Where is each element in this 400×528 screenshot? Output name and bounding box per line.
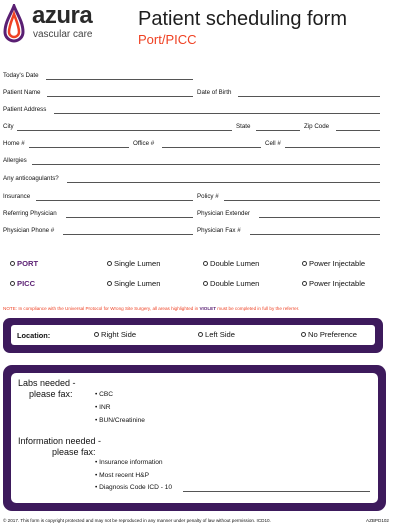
- dob-label: Date of Birth: [197, 89, 232, 96]
- page-title: Patient scheduling form: [138, 8, 348, 30]
- office-phone-label: Office #: [133, 140, 155, 147]
- insurance-field[interactable]: [36, 200, 193, 201]
- location-left-label: Left Side: [205, 330, 235, 339]
- port-double-lumen-label: Double Lumen: [210, 259, 260, 268]
- copyright-footer: © 2017. This form is copyright protected and may not be reproduced in any manner under penalty of law without permission. ICD10.: [3, 518, 271, 523]
- note-suffix: must be completed in full by the referrer.: [216, 306, 300, 311]
- info-title: Information needed -: [18, 436, 102, 446]
- labs-title: Labs needed -: [18, 378, 76, 388]
- policy-field[interactable]: [224, 200, 380, 201]
- picc-power-injectable-radio[interactable]: [302, 281, 307, 286]
- picc-double-lumen-label: Double Lumen: [210, 279, 260, 288]
- lab-item-cbc: • CBC: [95, 391, 114, 398]
- labs-fax: please fax:: [29, 389, 73, 399]
- insurance-label: Insurance: [3, 193, 31, 200]
- compliance-note: [3, 306, 399, 311]
- location-left-radio[interactable]: [198, 332, 203, 337]
- city-field[interactable]: [17, 130, 232, 131]
- city-label: City: [3, 123, 14, 130]
- picc-label: PICC: [17, 279, 36, 288]
- physician-fax-label: Physician Fax #: [197, 227, 241, 234]
- lab-item-bun: • BUN/Creatinine: [95, 417, 145, 424]
- picc-power-injectable-label: Power Injectable: [309, 279, 366, 288]
- physician-phone-field[interactable]: [63, 234, 193, 235]
- logo-wordmark: azura: [32, 2, 93, 29]
- todays-date-label: Today's Date: [3, 72, 39, 79]
- picc-single-lumen-option[interactable]: [107, 279, 160, 288]
- zip-label: Zip Code: [304, 123, 330, 130]
- port-radio[interactable]: [10, 261, 15, 266]
- physician-extender-field[interactable]: [259, 217, 380, 218]
- cell-phone-label: Cell #: [265, 140, 281, 147]
- patient-address-label: Patient Address: [3, 106, 47, 113]
- port-power-injectable-radio[interactable]: [302, 261, 307, 266]
- port-power-injectable-label: Power Injectable: [309, 259, 366, 268]
- location-none-radio[interactable]: [301, 332, 306, 337]
- port-label: PORT: [17, 259, 39, 268]
- cell-phone-field[interactable]: [285, 147, 380, 148]
- referring-physician-label: Referring Physician: [3, 210, 57, 217]
- patient-name-label: Patient Name: [3, 89, 41, 96]
- port-single-lumen-radio[interactable]: [107, 261, 112, 266]
- form-code: AZBPD102: [366, 518, 389, 523]
- info-item-insurance: • Insurance information: [95, 459, 163, 466]
- physician-extender-label: Physician Extender: [197, 210, 250, 217]
- referring-physician-field[interactable]: [66, 217, 193, 218]
- page-subtitle: Port/PICC: [138, 32, 197, 47]
- info-item-hp: • Most recent H&P: [95, 472, 149, 479]
- location-left-option[interactable]: [198, 330, 235, 339]
- location-right-label: Right Side: [101, 330, 137, 339]
- dob-field[interactable]: [238, 96, 380, 97]
- patient-address-field[interactable]: [54, 113, 380, 114]
- note-violet-word: VIOLET: [199, 306, 217, 311]
- azura-logo-icon: [3, 4, 25, 50]
- picc-single-lumen-label: Single Lumen: [114, 279, 161, 288]
- allergies-field[interactable]: [32, 164, 380, 165]
- lab-item-inr: • INR: [95, 404, 111, 411]
- picc-option[interactable]: [10, 279, 35, 288]
- port-double-lumen-radio[interactable]: [203, 261, 208, 266]
- logo-tagline: vascular care: [33, 29, 93, 40]
- location-right-option[interactable]: [94, 330, 136, 339]
- picc-double-lumen-option[interactable]: [203, 279, 259, 288]
- location-label: Location:: [17, 331, 51, 340]
- port-single-lumen-label: Single Lumen: [114, 259, 161, 268]
- location-right-radio[interactable]: [94, 332, 99, 337]
- picc-single-lumen-radio[interactable]: [107, 281, 112, 286]
- office-phone-field[interactable]: [162, 147, 261, 148]
- patient-name-field[interactable]: [47, 96, 193, 97]
- location-none-option[interactable]: [301, 330, 357, 339]
- state-field[interactable]: [256, 130, 300, 131]
- home-phone-label: Home #: [3, 140, 25, 147]
- info-item-icd: • Diagnosis Code ICD - 10: [95, 484, 173, 491]
- note-prefix: NOTE: In compliance with the Universal Protocol for Wrong Site Surgery, all areas highlighted in: [3, 306, 200, 311]
- physician-fax-field[interactable]: [250, 234, 380, 235]
- anticoagulants-label: Any anticoagulants?: [3, 175, 59, 182]
- picc-radio[interactable]: [10, 281, 15, 286]
- info-fax: please fax:: [52, 447, 96, 457]
- state-label: State: [236, 123, 251, 130]
- anticoagulants-field[interactable]: [67, 182, 380, 183]
- todays-date-field[interactable]: [46, 79, 193, 80]
- allergies-label: Allergies: [3, 157, 27, 164]
- policy-label: Policy #: [197, 193, 219, 200]
- picc-power-injectable-option[interactable]: [302, 279, 365, 288]
- picc-double-lumen-radio[interactable]: [203, 281, 208, 286]
- port-single-lumen-option[interactable]: [107, 259, 160, 268]
- icd-code-field[interactable]: [183, 491, 370, 492]
- location-none-label: No Preference: [308, 330, 357, 339]
- zip-field[interactable]: [336, 130, 380, 131]
- physician-phone-label: Physician Phone #: [3, 227, 55, 234]
- port-double-lumen-option[interactable]: [203, 259, 259, 268]
- port-option[interactable]: [10, 259, 38, 268]
- port-power-injectable-option[interactable]: [302, 259, 365, 268]
- home-phone-field[interactable]: [29, 147, 129, 148]
